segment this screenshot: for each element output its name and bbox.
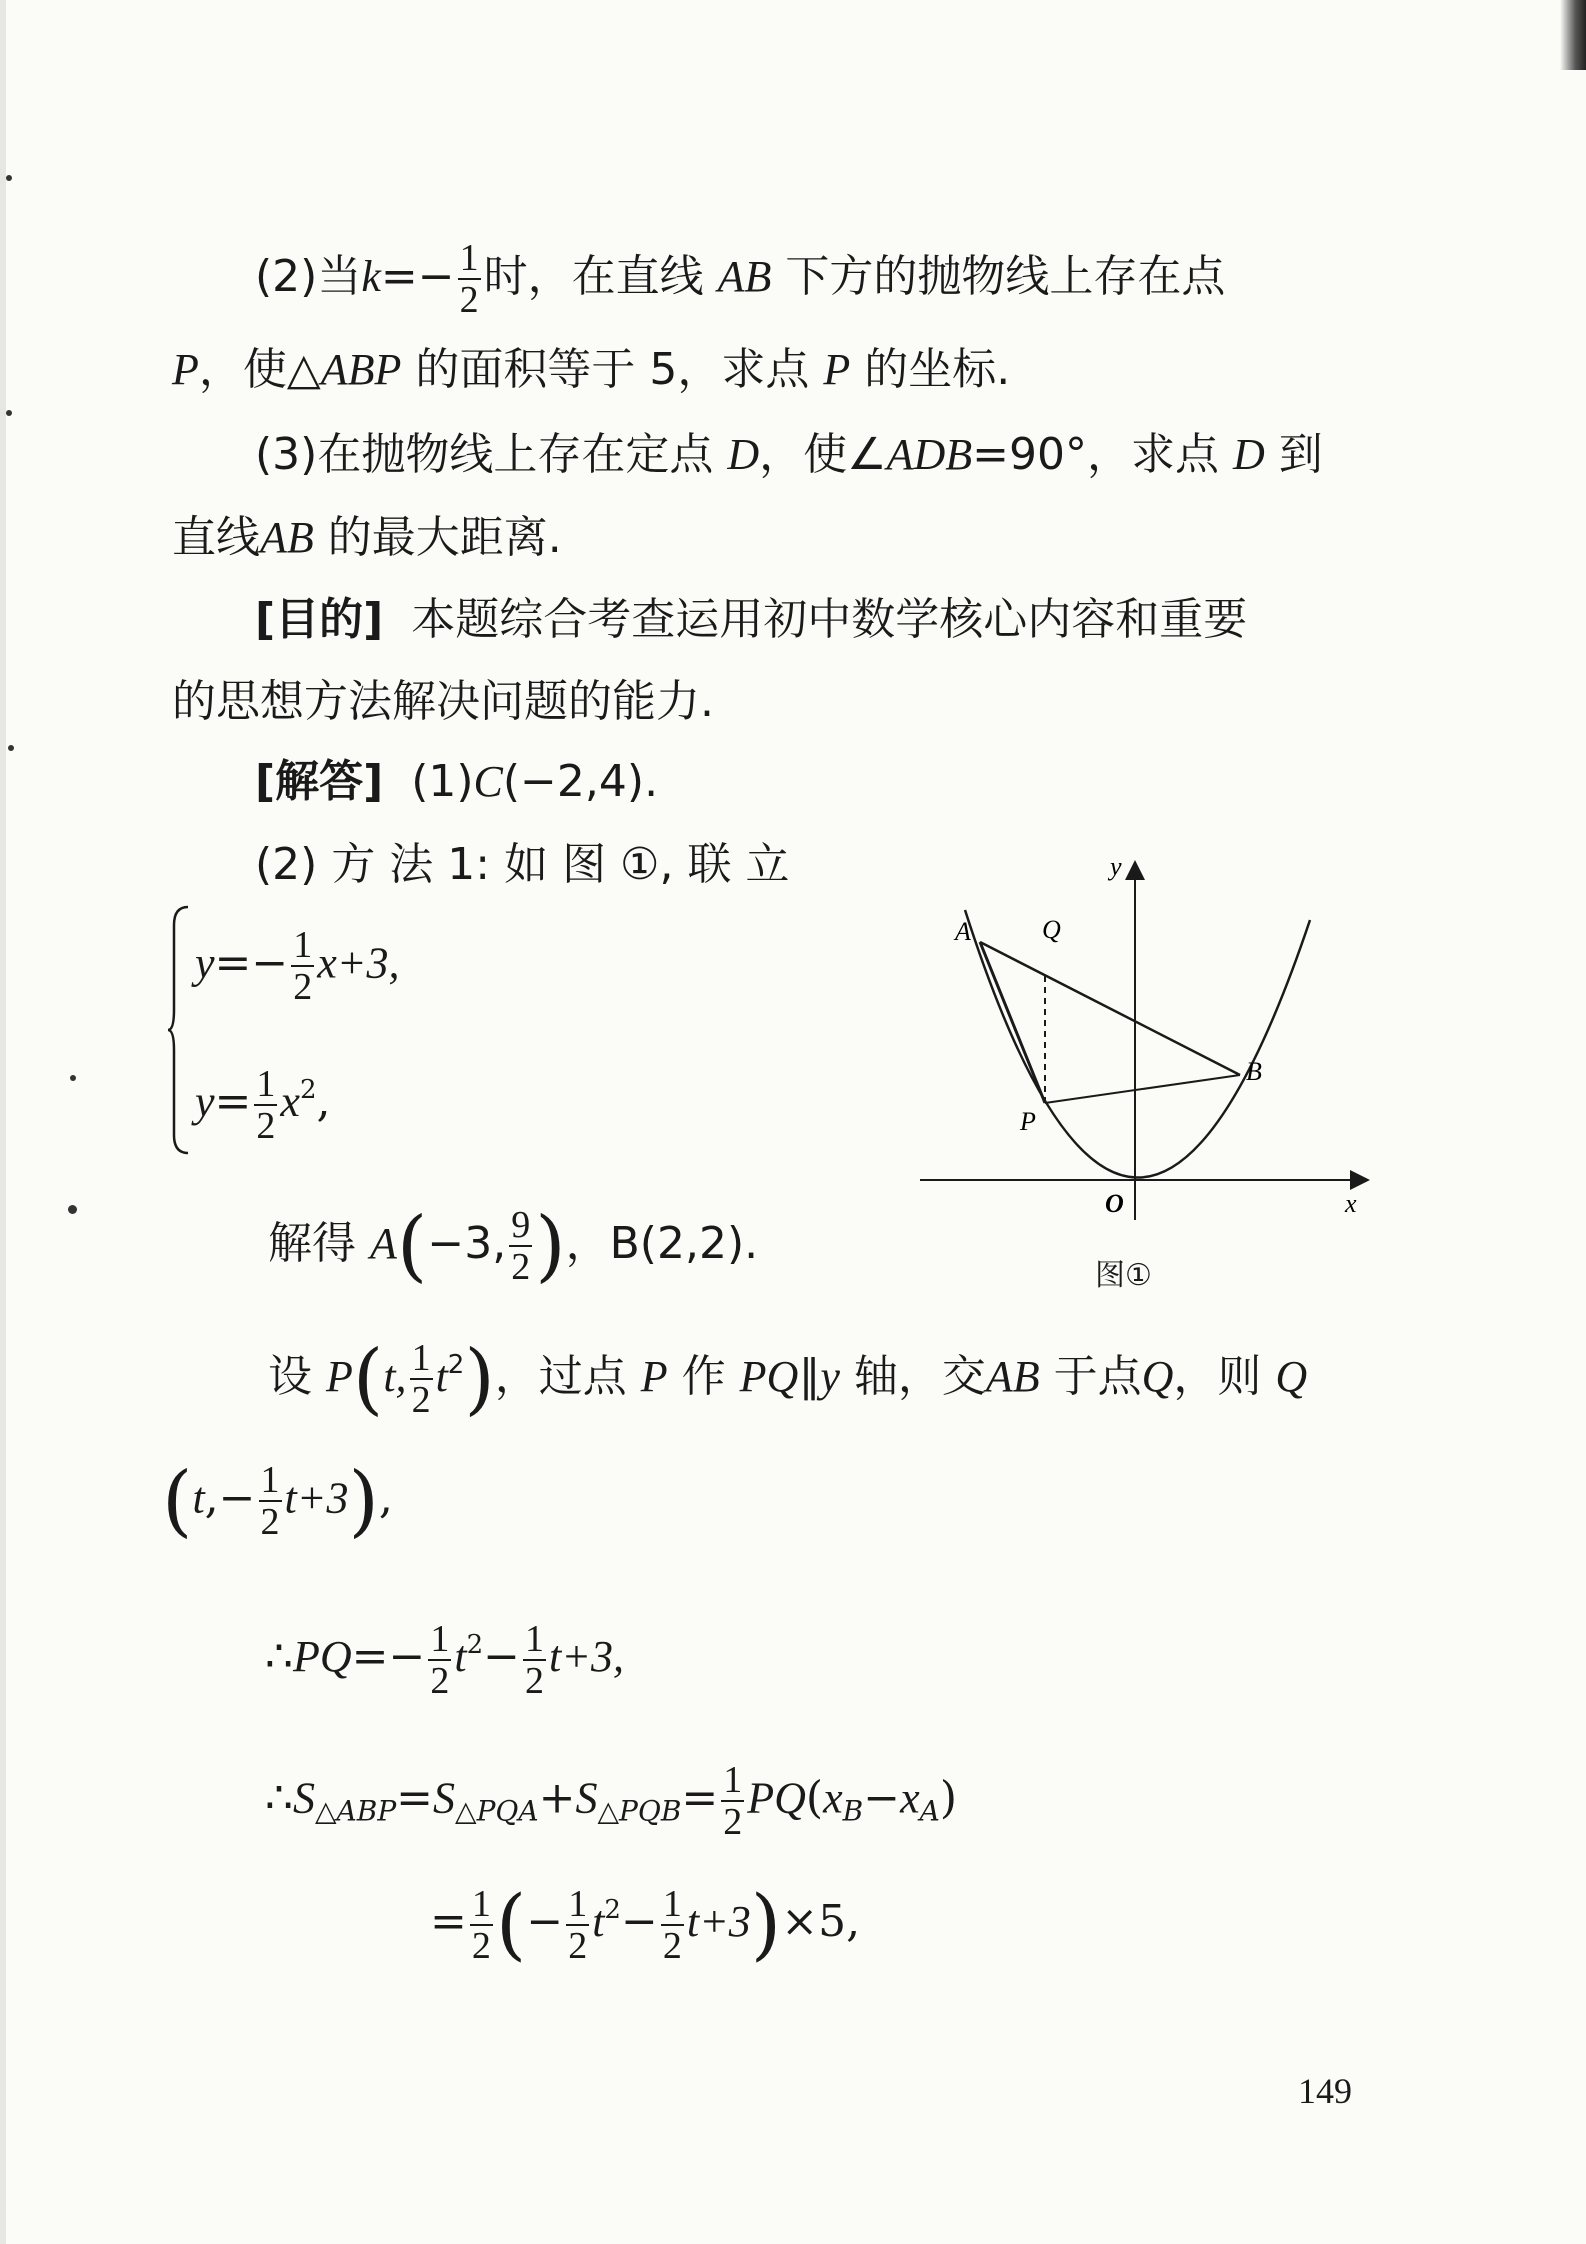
label-p: P	[1020, 1107, 1036, 1136]
setp-line1: 设 P(t, $\frac{1}{2}$ $t^2$)，过点 P 作 PQ∥y 轴，交AB 于点Q，则 Q	[268, 1334, 1308, 1424]
pq-equation: ∴PQ=− $\frac{1}{2}$ $t^2-$ $\frac{1}{2}$ t+3,	[265, 1617, 624, 1702]
page-number: 149	[1298, 2071, 1352, 2111]
fraction: $\frac{1}{2}$	[430, 1617, 450, 1702]
system-eq1: y=− $\frac{1}{2}$ x+3,	[195, 924, 400, 1008]
margin-dot	[8, 745, 14, 751]
system-brace	[168, 905, 190, 1155]
segment-ap	[980, 942, 1045, 1103]
parabola	[965, 910, 1310, 1178]
answer-tag: [解答]	[255, 756, 384, 807]
purpose-tag: [目的]	[255, 594, 384, 645]
label-q: Q	[1042, 915, 1061, 944]
margin-dot	[70, 1075, 76, 1081]
setp-line2: (t,− $\frac{1}{2}$ t+3),	[162, 1456, 393, 1546]
fraction: $\frac{1}{2}$	[568, 1882, 588, 1967]
fraction: $\frac{1}{2}$	[256, 1062, 276, 1147]
fraction: $\frac{1}{2}$	[471, 1882, 491, 1967]
purpose-line2: 的思想方法解决问题的能力.	[172, 676, 714, 727]
q2-line1: (2)当k=− $\frac{1}{2}$ 时，在直线 AB 下方的抛物线上存在点	[255, 237, 1226, 321]
fraction: $\frac{1}{2}$	[293, 924, 313, 1008]
fraction: $\frac{1}{2}$	[459, 237, 479, 321]
area-equation-2: = $\frac{1}{2}$ (− $\frac{1}{2}$ $t^2-$ $\frac{1}{2}$ t+3)×5,	[430, 1879, 861, 1970]
segment-ab	[980, 942, 1240, 1075]
label-x: x	[1345, 1189, 1357, 1218]
segment-pb	[1045, 1075, 1240, 1103]
binding-shadow	[1560, 0, 1586, 70]
fraction: $\frac{1}{2}$	[525, 1617, 545, 1702]
figure-caption: 图①	[1095, 1258, 1152, 1293]
fraction: $\frac{1}{2}$	[411, 1337, 431, 1421]
label-o: O	[1105, 1189, 1124, 1218]
fraction: $\frac{1}{2}$	[260, 1459, 280, 1543]
margin-dot	[6, 410, 12, 416]
q2-line2: P，使△ABP 的面积等于 5，求点 P 的坐标.	[172, 344, 1011, 395]
label-y: y	[1110, 852, 1122, 881]
label-a: A	[955, 917, 971, 946]
label-b: B	[1246, 1057, 1262, 1086]
margin-dot	[6, 175, 12, 181]
q3-line2: 直线AB 的最大距离.	[172, 512, 562, 563]
parabola-figure	[920, 850, 1400, 1220]
page-edge	[0, 0, 6, 2244]
q3-line1: (3)在抛物线上存在定点 D，使∠ADB=90°，求点 D 到	[255, 429, 1323, 480]
method1-line: (2) 方 法 1: 如 图 ①, 联 立	[255, 839, 790, 890]
fraction: $\frac{1}{2}$	[662, 1882, 682, 1967]
answer-line: [解答] (1)C(−2,4).	[255, 756, 659, 807]
purpose-line1: [目的] 本题综合考查运用初中数学核心内容和重要	[255, 594, 1248, 645]
solve-line: 解得 A(−3, $\frac{9}{2}$ )，B(2,2).	[268, 1201, 759, 1291]
fraction: $\frac{1}{2}$	[723, 1759, 743, 1843]
area-equation: $\therefore S_{\triangle ABP}=S_{\triangle PQA}+S_{\triangle PQB}=$ $\frac{1}{2}$ $PQ(x_B-x_A)$	[265, 1759, 958, 1843]
fraction: $\frac{9}{2}$	[511, 1204, 531, 1288]
system-eq2: y= $\frac{1}{2}$ $x^2$,	[195, 1062, 331, 1147]
margin-dot	[68, 1205, 77, 1214]
